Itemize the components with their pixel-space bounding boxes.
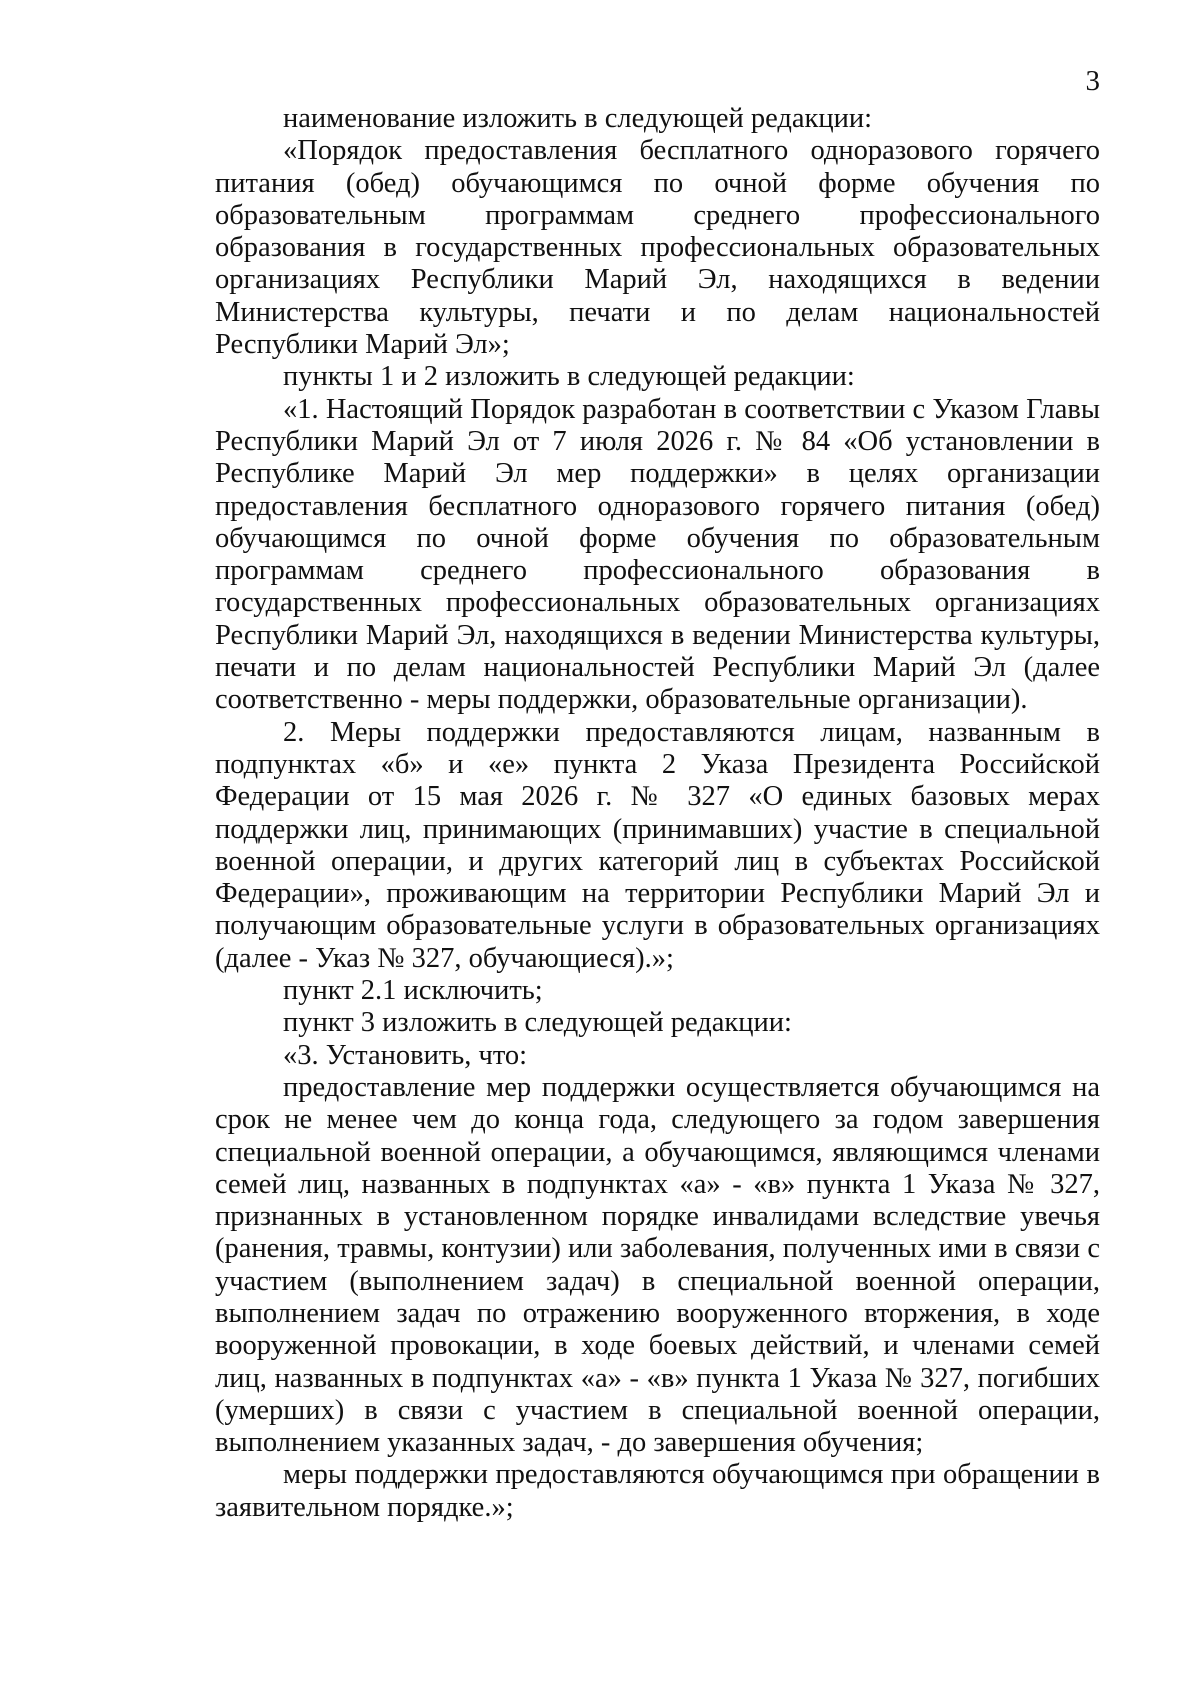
- page-number: 3: [1085, 65, 1100, 97]
- paragraph-item-2-1-excluded: пункт 2.1 исключить;: [283, 975, 543, 1007]
- paragraph-application-procedure: меры поддержки предоставляются обучающимся при обращении в заявительном порядке.»;: [215, 1459, 1100, 1523]
- paragraph-title-amendment: наименование изложить в следующей редакции:: [283, 103, 873, 134]
- document-body: [215, 103, 1100, 1524]
- paragraph-new-title: «Порядок предоставления бесплатного одноразового горячего питания (обед) обучающимся по очной форме обучения по образовательным программам среднего профессионального образования в государственных профессиональных образовательных организациях Республики Марий Эл, находящихся в ведении Министерства культуры, печати и по делам национальностей Республики Марий Эл»;: [215, 135, 1100, 361]
- paragraph-support-duration: предоставление мер поддержки осуществляется обучающимся на срок не менее чем до конца года, следующего за годом завершения специальной военной операции, а обучающимся, являющимся членами семей лиц, названных в подпунктах «а» - «в» пункта 1 Указа № 327, признанных в установленном порядке инвалидами вследствие увечья (ранения, травмы, контузии) или заболевания, полученных ими в связи с участием (выполнением задач) в специальной военной операции, выполнением задач по отражению вооруженного вторжения, в ходе вооруженной провокации, в ходе боевых действий, и членами семей лиц, названных в подпунктах «а» - «в» пункта 1 Указа № 327, погибших (умерших) в связи с участием в специальной военной операции, выполнением указанных задач, - до завершения обучения;: [215, 1071, 1100, 1459]
- paragraph-item-1: «1. Настоящий Порядок разработан в соответствии с Указом Главы Республики Марий Эл от 7 июля 2026 г. № 84 «Об установлении в Республике Марий Эл мер поддержки» в целях организации предоставления бесплатного одноразового горячего питания (обед) обучающимся по очной форме обучения по образовательным программам среднего профессионального образования в государственных профессиональных образовательных организациях Республики Марий Эл, находящихся в ведении Министерства культуры, печати и по делам национальностей Республики Марий Эл (далее соответственно - меры поддержки, образовательные организации).: [215, 393, 1100, 716]
- paragraph-item-3-amendment: пункт 3 изложить в следующей редакции:: [283, 1007, 792, 1039]
- paragraph-item-3-heading: «3. Установить, что:: [283, 1039, 528, 1071]
- paragraph-items-amendment: пункты 1 и 2 изложить в следующей редакции:: [283, 361, 855, 393]
- paragraph-item-2: 2. Меры поддержки предоставляются лицам, названным в подпунктах «б» и «е» пункта 2 Указа Президента Российской Федерации от 15 мая 2026 г. № 327 «О единых базовых мерах поддержки лиц, принимающих (принимавших) участие в специальной военной операции, и других категорий лиц в субъектах Российской Федерации», проживающим на территории Республики Марий Эл и получающим образовательные услуги в образовательных организациях (далее - Указ № 327, обучающиеся).»;: [215, 716, 1100, 974]
